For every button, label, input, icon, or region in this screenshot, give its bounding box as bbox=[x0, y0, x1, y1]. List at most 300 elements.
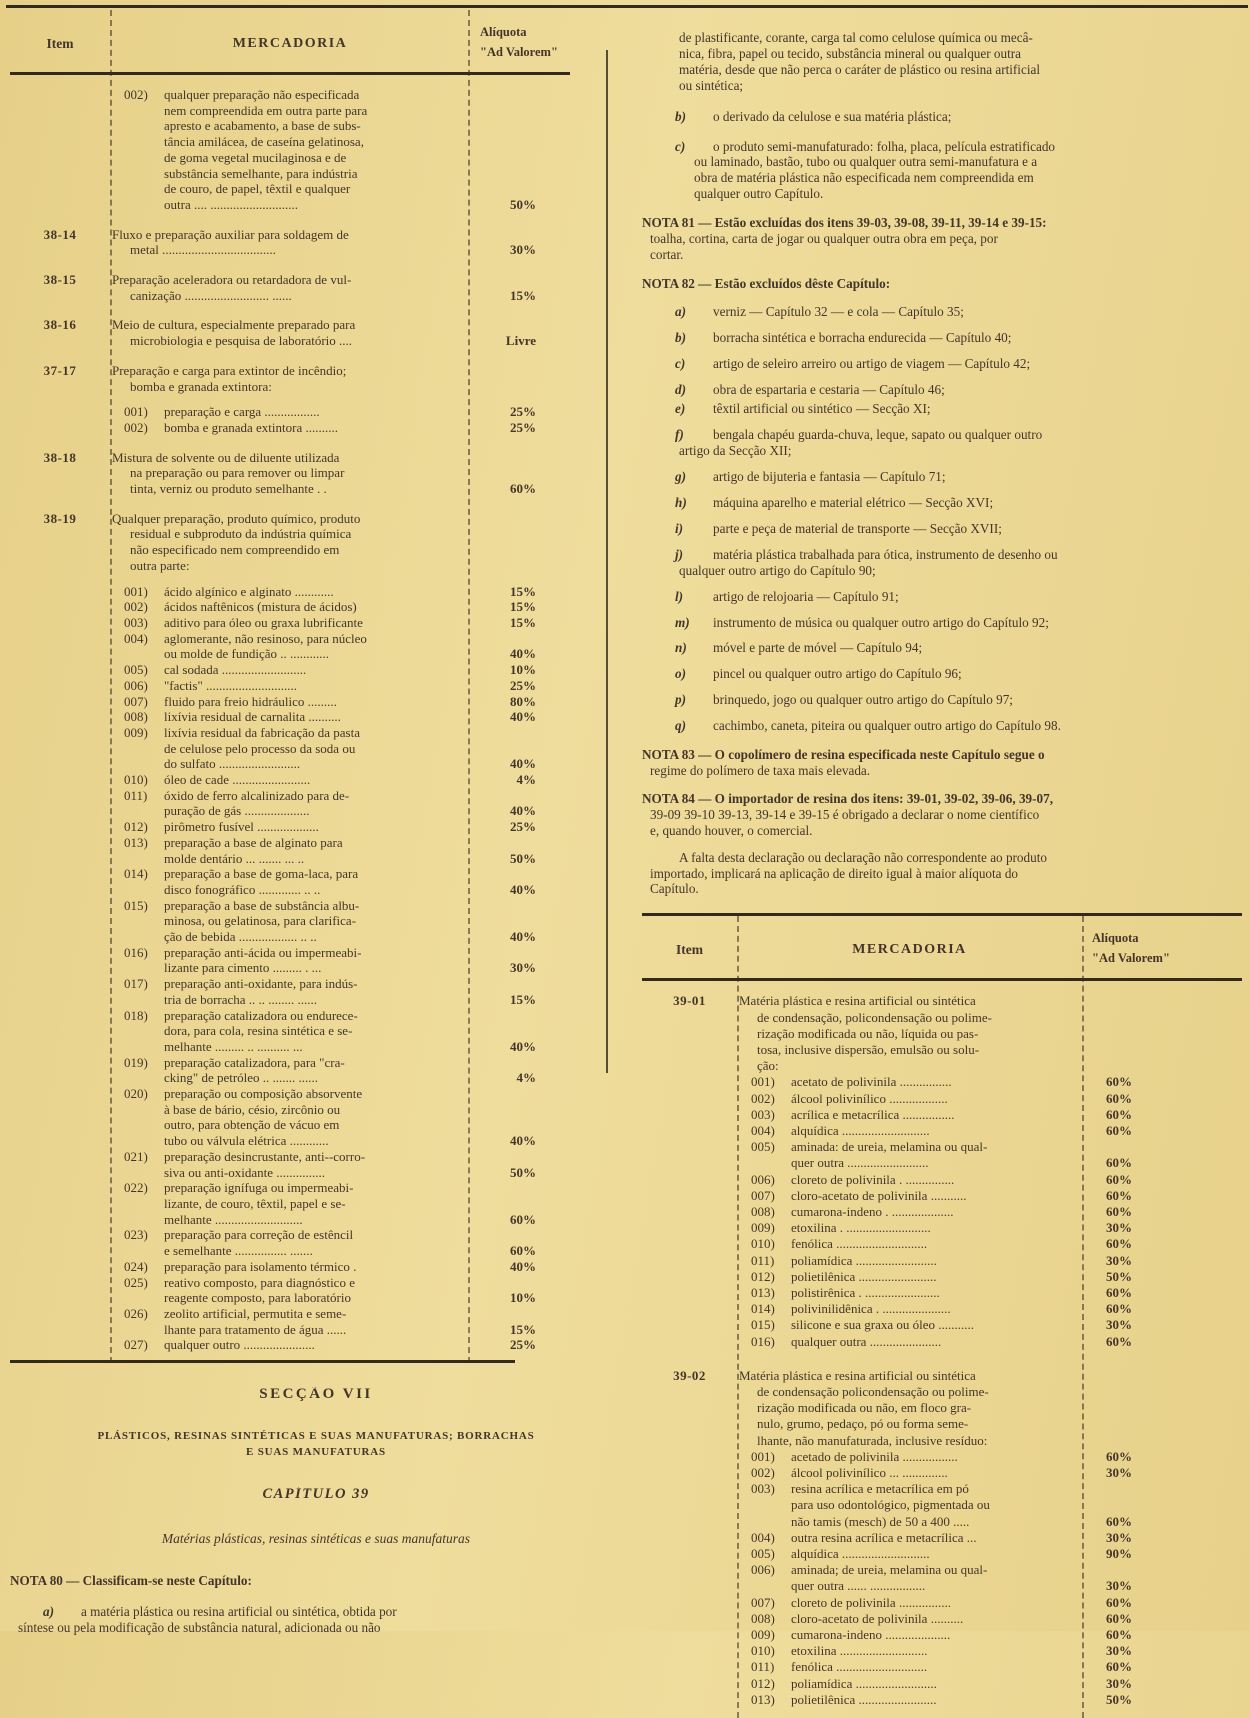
table-row bbox=[10, 166, 570, 182]
description-line: outro, para obtenção de vácuo em bbox=[164, 1117, 340, 1133]
table-row bbox=[642, 1317, 1242, 1333]
list-letter: a) bbox=[43, 1604, 54, 1620]
rate-value: 30% bbox=[1106, 1675, 1132, 1691]
table-row bbox=[10, 150, 570, 166]
description-line: tância amilácea, de caseína gelatinosa, bbox=[164, 134, 364, 150]
item-code bbox=[642, 1692, 737, 1708]
description-line: 005) cal sodada .......................... bbox=[124, 662, 307, 678]
rate-value: Livre bbox=[505, 333, 536, 349]
item-code bbox=[642, 1578, 737, 1594]
item-code bbox=[642, 1204, 737, 1220]
item-code bbox=[642, 1384, 737, 1400]
description-line: 009) lixívia residual da fabricação da pasta bbox=[124, 724, 360, 740]
sub-item-code: 014) bbox=[751, 1301, 775, 1317]
column-header-mercadoria: MERCADORIA bbox=[232, 36, 348, 51]
description-line: lhante para tratamento de água ...... bbox=[164, 1321, 347, 1337]
item-code bbox=[10, 788, 110, 804]
rate-value: 60% bbox=[1106, 1074, 1132, 1090]
description-line: cking" de petróleo .. ....... ...... bbox=[164, 1070, 319, 1086]
item-code bbox=[642, 1514, 737, 1530]
text-line: c) o produto semi-manufaturado: folha, placa, película estratificado bbox=[675, 138, 1056, 154]
description-line: residual e subproduto da indústria química bbox=[130, 526, 352, 542]
text-line: f) bengala chapéu guarda-chuva, leque, sapato ou qualquer outro bbox=[675, 427, 1043, 443]
rate-value: 60% bbox=[1106, 1171, 1132, 1187]
description-line: de condensação policondensação ou polime- bbox=[757, 1384, 989, 1400]
description-line: 005) aminada: de ureia, melamina ou qual- bbox=[751, 1139, 988, 1155]
item-code bbox=[642, 1269, 737, 1285]
list-letter: m) bbox=[675, 614, 690, 630]
description-line: 004) aglomerante, não resinoso, para núcleo bbox=[124, 630, 367, 646]
sub-item-code: 006) bbox=[751, 1171, 775, 1187]
rate-value bbox=[1082, 1400, 1242, 1416]
rate-value bbox=[470, 181, 570, 197]
table-row bbox=[642, 1659, 1242, 1675]
table-row bbox=[10, 1117, 570, 1133]
rate-value: 60% bbox=[1106, 1301, 1132, 1317]
description-line: 016) preparação anti-ácida ou impermeabi- bbox=[124, 944, 362, 960]
column-header-mercadoria: MERCADORIA bbox=[852, 942, 967, 958]
text-line: regime do polímero de taxa mais elevada. bbox=[650, 763, 871, 778]
item-code bbox=[10, 542, 110, 558]
rate-value: 60% bbox=[1106, 1659, 1132, 1675]
text-line: a) verniz — Capítulo 32 — e cola — Capítulo 35; bbox=[675, 303, 964, 319]
text-line: PLÁSTICOS, RESINAS SINTÉTICAS E SUAS MANUFATURAS; BORRACHAS bbox=[97, 1429, 535, 1442]
description-line: Preparação aceleradora ou retardadora de vul- bbox=[112, 272, 352, 288]
item-code bbox=[642, 1188, 737, 1204]
description-line: 011) poliamídica ......................... bbox=[751, 1252, 937, 1268]
sub-item-code: 018) bbox=[124, 1007, 148, 1023]
table-row bbox=[642, 1123, 1242, 1139]
text-line: obra de matéria plástica não especificada nem compreendida em bbox=[694, 170, 1034, 186]
item-code bbox=[642, 1026, 737, 1042]
table-row bbox=[642, 1139, 1242, 1155]
sub-item-code: 013) bbox=[751, 1285, 775, 1300]
text-line: i) parte e peça de material de transporte — Secção XVII; bbox=[675, 520, 1002, 536]
table-row bbox=[10, 1039, 570, 1055]
table-row bbox=[10, 1008, 570, 1024]
item-code bbox=[642, 1530, 737, 1546]
text-line: qualquer outro Capítulo. bbox=[694, 186, 824, 202]
description-line: 003) resina acrílica e metacrílica em pó bbox=[751, 1481, 969, 1497]
item-code bbox=[10, 709, 110, 725]
list-letter: h) bbox=[675, 495, 687, 511]
rate-value bbox=[1082, 1042, 1242, 1058]
item-code bbox=[642, 1236, 737, 1252]
sub-item-code: 012) bbox=[751, 1675, 775, 1691]
description-line: ou molde de fundição .. ............ bbox=[164, 646, 329, 662]
table-row bbox=[10, 181, 570, 197]
text-line: b) o derivado da celulose e sua matéria plástica; bbox=[675, 108, 952, 124]
rate-value bbox=[470, 1055, 570, 1071]
sub-item-code: 009) bbox=[124, 724, 148, 740]
rate-value bbox=[470, 1180, 570, 1196]
rate-value bbox=[470, 741, 570, 757]
rate-value bbox=[1082, 1384, 1242, 1400]
text-line: l) artigo de relojoaria — Capítulo 91; bbox=[675, 588, 899, 604]
rate-value: 15% bbox=[510, 287, 536, 303]
rate-value bbox=[470, 898, 570, 914]
description-line: reagente composto, para laboratório bbox=[164, 1290, 351, 1306]
item-code bbox=[10, 631, 110, 647]
description-line: Mistura de solvente ou de diluente utilizada bbox=[112, 449, 340, 465]
ad-valorem-label: "Ad Valorem" bbox=[480, 45, 558, 59]
description-line: 002) qualquer preparação não especificada bbox=[124, 87, 360, 102]
table-row bbox=[10, 615, 570, 631]
rate-value: 60% bbox=[510, 481, 536, 497]
table-header bbox=[642, 916, 1242, 981]
item-code bbox=[642, 1301, 737, 1317]
item-code bbox=[10, 819, 110, 835]
rate-value bbox=[470, 976, 570, 992]
text-line: A falta desta declaração ou declaração não correspondente ao produto bbox=[679, 849, 1047, 865]
table-row bbox=[642, 1416, 1242, 1432]
table-bottom-rule bbox=[10, 1360, 515, 1363]
rate-value bbox=[470, 1196, 570, 1212]
rate-value: 60% bbox=[1106, 1155, 1132, 1171]
description-line: 007) fluido para freio hidráulico ......... bbox=[124, 693, 337, 709]
item-code bbox=[642, 1449, 737, 1465]
item-code bbox=[10, 803, 110, 819]
table-row bbox=[642, 1010, 1242, 1026]
table-row bbox=[10, 992, 570, 1008]
sub-item-code: 007) bbox=[751, 1187, 775, 1203]
item-code bbox=[10, 134, 110, 150]
description-line: rização modificada ou não, líquida ou pas- bbox=[757, 1025, 979, 1041]
item-code bbox=[642, 1627, 737, 1643]
sub-item-code: 006) bbox=[124, 677, 148, 693]
description-line: 001) acetado de polivinila ................. bbox=[751, 1448, 958, 1464]
description-line: 007) cloro-acetato de polivinila ........... bbox=[751, 1187, 967, 1203]
table-row bbox=[10, 1212, 570, 1228]
list-letter: q) bbox=[675, 718, 686, 734]
table-right-border bbox=[606, 50, 608, 1073]
sub-item-code: 004) bbox=[751, 1122, 775, 1138]
sub-item-code: 017) bbox=[124, 976, 148, 992]
sub-item-code: 002) bbox=[751, 1090, 775, 1106]
sub-item-code: 027) bbox=[124, 1337, 148, 1353]
rate-value bbox=[470, 118, 570, 134]
table-row bbox=[10, 197, 570, 213]
description-line: melhante ........................... bbox=[164, 1211, 303, 1227]
sub-item-code: 019) bbox=[124, 1054, 148, 1070]
description-line: Matéria plástica e resina artificial ou sintética bbox=[739, 993, 976, 1009]
table-row bbox=[10, 333, 570, 349]
rate-value bbox=[1082, 1497, 1242, 1513]
description-line: 003) aditivo para óleo ou graxa lubrificante bbox=[124, 614, 363, 630]
table-row bbox=[10, 929, 570, 945]
text-line: artigo da Secção XII; bbox=[679, 443, 792, 459]
text-line: toalha, cortina, carta de jogar ou qualquer outra obra em peça, por bbox=[650, 231, 998, 247]
text-line: de plastificante, corante, carga tal como celulose química ou mecâ- bbox=[679, 30, 1033, 45]
table-row bbox=[10, 420, 570, 436]
table-row bbox=[10, 227, 570, 243]
table-body bbox=[642, 981, 1242, 1718]
item-code bbox=[10, 1133, 110, 1149]
rate-value bbox=[470, 150, 570, 166]
rate-value bbox=[470, 913, 570, 929]
table-row bbox=[10, 558, 570, 574]
sub-item-code: 022) bbox=[124, 1180, 148, 1196]
page-top-rule bbox=[6, 5, 1248, 8]
item-code bbox=[10, 1070, 110, 1086]
item-code bbox=[642, 1595, 737, 1611]
rate-value bbox=[470, 134, 570, 150]
tariff-table-right bbox=[642, 913, 1242, 1718]
table-row bbox=[642, 1530, 1242, 1546]
description-line: 012) polietilênica ........................ bbox=[751, 1268, 937, 1284]
rate-value bbox=[1082, 1058, 1242, 1074]
table-row bbox=[642, 1188, 1242, 1204]
table-row bbox=[642, 1449, 1242, 1465]
text-line: matéria, desde que não perca o caráter de plástico ou resina artificial bbox=[679, 61, 1041, 77]
rate-value bbox=[470, 227, 570, 243]
sub-item-code: 008) bbox=[751, 1203, 775, 1219]
rate-value: 60% bbox=[1106, 1627, 1132, 1643]
item-code bbox=[10, 976, 110, 992]
sub-item-code: 009) bbox=[751, 1220, 775, 1236]
sub-item-code: 025) bbox=[124, 1274, 148, 1290]
list-letter: l) bbox=[675, 588, 684, 604]
item-code bbox=[10, 992, 110, 1008]
rate-value bbox=[1082, 993, 1242, 1009]
description-line: apresto e acabamento, a base de subs- bbox=[164, 118, 361, 134]
item-code bbox=[642, 1643, 737, 1659]
table-row bbox=[10, 511, 570, 527]
table-row bbox=[10, 1259, 570, 1275]
description-line: 013) polistirênica . ....................... bbox=[751, 1285, 940, 1300]
sub-item-code: 001) bbox=[751, 1074, 775, 1090]
list-letter: i) bbox=[675, 520, 684, 536]
item-code bbox=[10, 1227, 110, 1243]
table-row bbox=[10, 1133, 570, 1149]
table-row bbox=[10, 1055, 570, 1071]
rate-value: 25% bbox=[510, 419, 536, 435]
item-code bbox=[642, 1123, 737, 1139]
table-row bbox=[642, 1627, 1242, 1643]
rate-value bbox=[470, 1149, 570, 1165]
item-code bbox=[10, 1165, 110, 1181]
table-row bbox=[642, 1334, 1242, 1350]
item-code bbox=[10, 929, 110, 945]
rate-value: 50% bbox=[510, 850, 536, 866]
item-code bbox=[10, 1290, 110, 1306]
item-code bbox=[642, 1465, 737, 1481]
rate-value bbox=[1082, 1416, 1242, 1432]
rate-value: 30% bbox=[510, 242, 536, 258]
column-divider bbox=[468, 10, 470, 1363]
rate-value: 30% bbox=[1106, 1317, 1132, 1333]
item-code bbox=[642, 1010, 737, 1026]
item-code bbox=[10, 558, 110, 574]
table-row bbox=[642, 1204, 1242, 1220]
table-row bbox=[642, 1107, 1242, 1123]
item-code bbox=[10, 741, 110, 757]
item-code bbox=[642, 1253, 737, 1269]
table-row bbox=[10, 1023, 570, 1039]
description-line: ção de bebida .................. .. .. bbox=[164, 929, 317, 945]
rate-value: 15% bbox=[510, 599, 536, 615]
rate-value bbox=[470, 1227, 570, 1243]
item-code bbox=[10, 103, 110, 119]
description-line: Meio de cultura, especialmente preparado para bbox=[112, 317, 356, 333]
description-line: disco fonográfico ............. .. .. bbox=[164, 881, 321, 897]
text-line: cortar. bbox=[650, 246, 684, 262]
item-code: 38-14 bbox=[43, 226, 77, 242]
sub-item-code: 005) bbox=[751, 1546, 775, 1562]
table-row bbox=[10, 725, 570, 741]
item-code bbox=[642, 1172, 737, 1188]
sub-item-code: 004) bbox=[124, 630, 148, 646]
item-code bbox=[10, 772, 110, 788]
sub-item-code: 026) bbox=[124, 1305, 148, 1321]
rate-value: 60% bbox=[1106, 1448, 1132, 1464]
table-row bbox=[10, 87, 570, 103]
rate-value: 80% bbox=[510, 693, 536, 709]
description-line: microbiologia e pesquisa de laboratório .... bbox=[130, 333, 353, 349]
sub-item-code: 015) bbox=[751, 1317, 775, 1333]
description-line: 002) álcool polivinílico .................. bbox=[751, 1090, 948, 1106]
sub-item-code: 003) bbox=[124, 614, 148, 630]
sub-item-code: 007) bbox=[751, 1594, 775, 1610]
table-row bbox=[642, 993, 1242, 1009]
item-code bbox=[642, 1497, 737, 1513]
table-row bbox=[10, 913, 570, 929]
item-code bbox=[10, 404, 110, 420]
sub-item-code: 016) bbox=[751, 1333, 775, 1349]
description-line: 020) preparação ou composição absorvente bbox=[124, 1086, 363, 1102]
text-line: o) pincel ou qualquer outro artigo do Capítulo 96; bbox=[675, 666, 962, 682]
description-line: puração de gás .................... bbox=[164, 803, 310, 819]
rate-value bbox=[470, 866, 570, 882]
item-code bbox=[10, 333, 110, 349]
text-line: a) a matéria plástica ou resina artificial ou sintética, obtida por bbox=[43, 1604, 397, 1620]
item-code bbox=[10, 1196, 110, 1212]
description-line: molde dentário ... ....... ... .. bbox=[164, 850, 305, 866]
rate-value: 60% bbox=[1106, 1203, 1132, 1219]
sub-item-code: 001) bbox=[751, 1448, 775, 1464]
table-row bbox=[10, 851, 570, 867]
description-line: 001) acetato de polivinila ................ bbox=[751, 1074, 952, 1090]
rate-value: 40% bbox=[510, 929, 536, 945]
table-row bbox=[10, 317, 570, 333]
text-line: n) móvel e parte de móvel — Capítulo 94; bbox=[675, 640, 923, 656]
rate-value bbox=[470, 272, 570, 288]
item-code bbox=[10, 1117, 110, 1133]
description-line: outra .... ........................... bbox=[164, 196, 298, 212]
table-row bbox=[10, 379, 570, 395]
rate-value: 25% bbox=[510, 404, 536, 420]
table-row bbox=[10, 542, 570, 558]
sub-item-code: 003) bbox=[751, 1481, 775, 1497]
table-row bbox=[10, 772, 570, 788]
item-code bbox=[10, 87, 110, 103]
table-row bbox=[642, 1042, 1242, 1058]
text-line: NOTA 84 — O importador de resina dos itens: 39-01, 39-02, 39-06, 39-07, bbox=[642, 790, 1054, 806]
table-row bbox=[10, 866, 570, 882]
item-code bbox=[642, 1481, 737, 1497]
description-line: 001) ácido algínico e alginato ............ bbox=[124, 583, 334, 599]
description-line: 006) cloreto de polivinila . ............... bbox=[751, 1171, 955, 1187]
item-code: 38-18 bbox=[43, 449, 77, 465]
column-header-item: Item bbox=[676, 942, 703, 958]
text-line: b) borracha sintética e borracha endurecida — Capítulo 40; bbox=[675, 329, 1012, 345]
rate-value: 30% bbox=[1106, 1252, 1132, 1268]
sub-item-code: 015) bbox=[124, 897, 148, 913]
table-row bbox=[10, 1227, 570, 1243]
sub-item-code: 007) bbox=[124, 693, 148, 709]
table-row bbox=[642, 1384, 1242, 1400]
item-code bbox=[642, 1155, 737, 1171]
rate-value: 40% bbox=[510, 709, 536, 725]
item-code bbox=[642, 1400, 737, 1416]
table-row bbox=[642, 1514, 1242, 1530]
item-code bbox=[10, 1212, 110, 1228]
list-letter: f) bbox=[675, 427, 684, 443]
item-code bbox=[642, 1091, 737, 1107]
rate-value: 90% bbox=[1106, 1546, 1132, 1562]
description-line: Preparação e carga para extintor de incêndio; bbox=[112, 362, 347, 378]
item-code bbox=[10, 526, 110, 542]
sub-item-code: 010) bbox=[751, 1236, 775, 1252]
rate-value: 30% bbox=[1106, 1465, 1132, 1481]
text-line: NOTA 80 — Classificam-se neste Capítulo: bbox=[10, 1572, 252, 1588]
item-code: 38-19 bbox=[43, 510, 77, 526]
table-row bbox=[10, 1070, 570, 1086]
table-row bbox=[10, 103, 570, 119]
text-line: j) matéria plástica trabalhada para ótica, instrumento de desenho ou bbox=[675, 546, 1058, 562]
table-row bbox=[10, 1322, 570, 1338]
section-heading-block bbox=[10, 1387, 622, 1636]
item-code bbox=[10, 851, 110, 867]
item-code bbox=[10, 678, 110, 694]
item-code bbox=[10, 166, 110, 182]
sub-item-code: 014) bbox=[124, 866, 148, 882]
table-row bbox=[10, 1180, 570, 1196]
description-line: de couro, de papel, têxtil e qualquer bbox=[164, 181, 351, 197]
rate-value bbox=[470, 87, 570, 103]
description-line: canização .......................... ...... bbox=[130, 287, 292, 303]
rate-value: 30% bbox=[1106, 1529, 1132, 1545]
description-line: Fluxo e preparação auxiliar para soldagem de bbox=[112, 226, 349, 242]
description-line: 006) "factis" ............................ bbox=[124, 677, 298, 693]
rate-value: 60% bbox=[1106, 1333, 1132, 1349]
rate-value bbox=[470, 835, 570, 851]
description-line: e semelhante ................ ....... bbox=[164, 1243, 313, 1259]
item-code bbox=[642, 1220, 737, 1236]
description-line: nulo, grumo, pedaço, pó ou forma seme- bbox=[757, 1416, 969, 1432]
item-code bbox=[642, 1433, 737, 1449]
table-row bbox=[10, 242, 570, 258]
description-line: 008) lixívia residual de carnalita .......... bbox=[124, 709, 341, 725]
rate-value bbox=[470, 363, 570, 379]
description-line: 023) preparação para correção de estêncil bbox=[124, 1227, 354, 1243]
description-line: 010) óleo de cade ........................ bbox=[124, 772, 311, 788]
list-letter: g) bbox=[675, 469, 686, 485]
item-code bbox=[10, 1243, 110, 1259]
table-row bbox=[10, 134, 570, 150]
item-code bbox=[10, 379, 110, 395]
text-line: m) instrumento de música ou qualquer outro artigo do Capítulo 92; bbox=[675, 614, 1049, 630]
text-line: Capítulo. bbox=[650, 881, 699, 897]
description-line: 016) qualquer outra ...................... bbox=[751, 1333, 942, 1349]
text-line: qualquer outro artigo do Capítulo 90; bbox=[679, 562, 876, 578]
table-row bbox=[10, 694, 570, 710]
item-code bbox=[10, 725, 110, 741]
rate-value: 4% bbox=[516, 1070, 536, 1086]
text-line: importado, implicará na aplicação de direito igual à maior alíquota do bbox=[650, 865, 1019, 881]
column-divider bbox=[737, 916, 739, 1718]
rate-value: 60% bbox=[1106, 1285, 1132, 1300]
